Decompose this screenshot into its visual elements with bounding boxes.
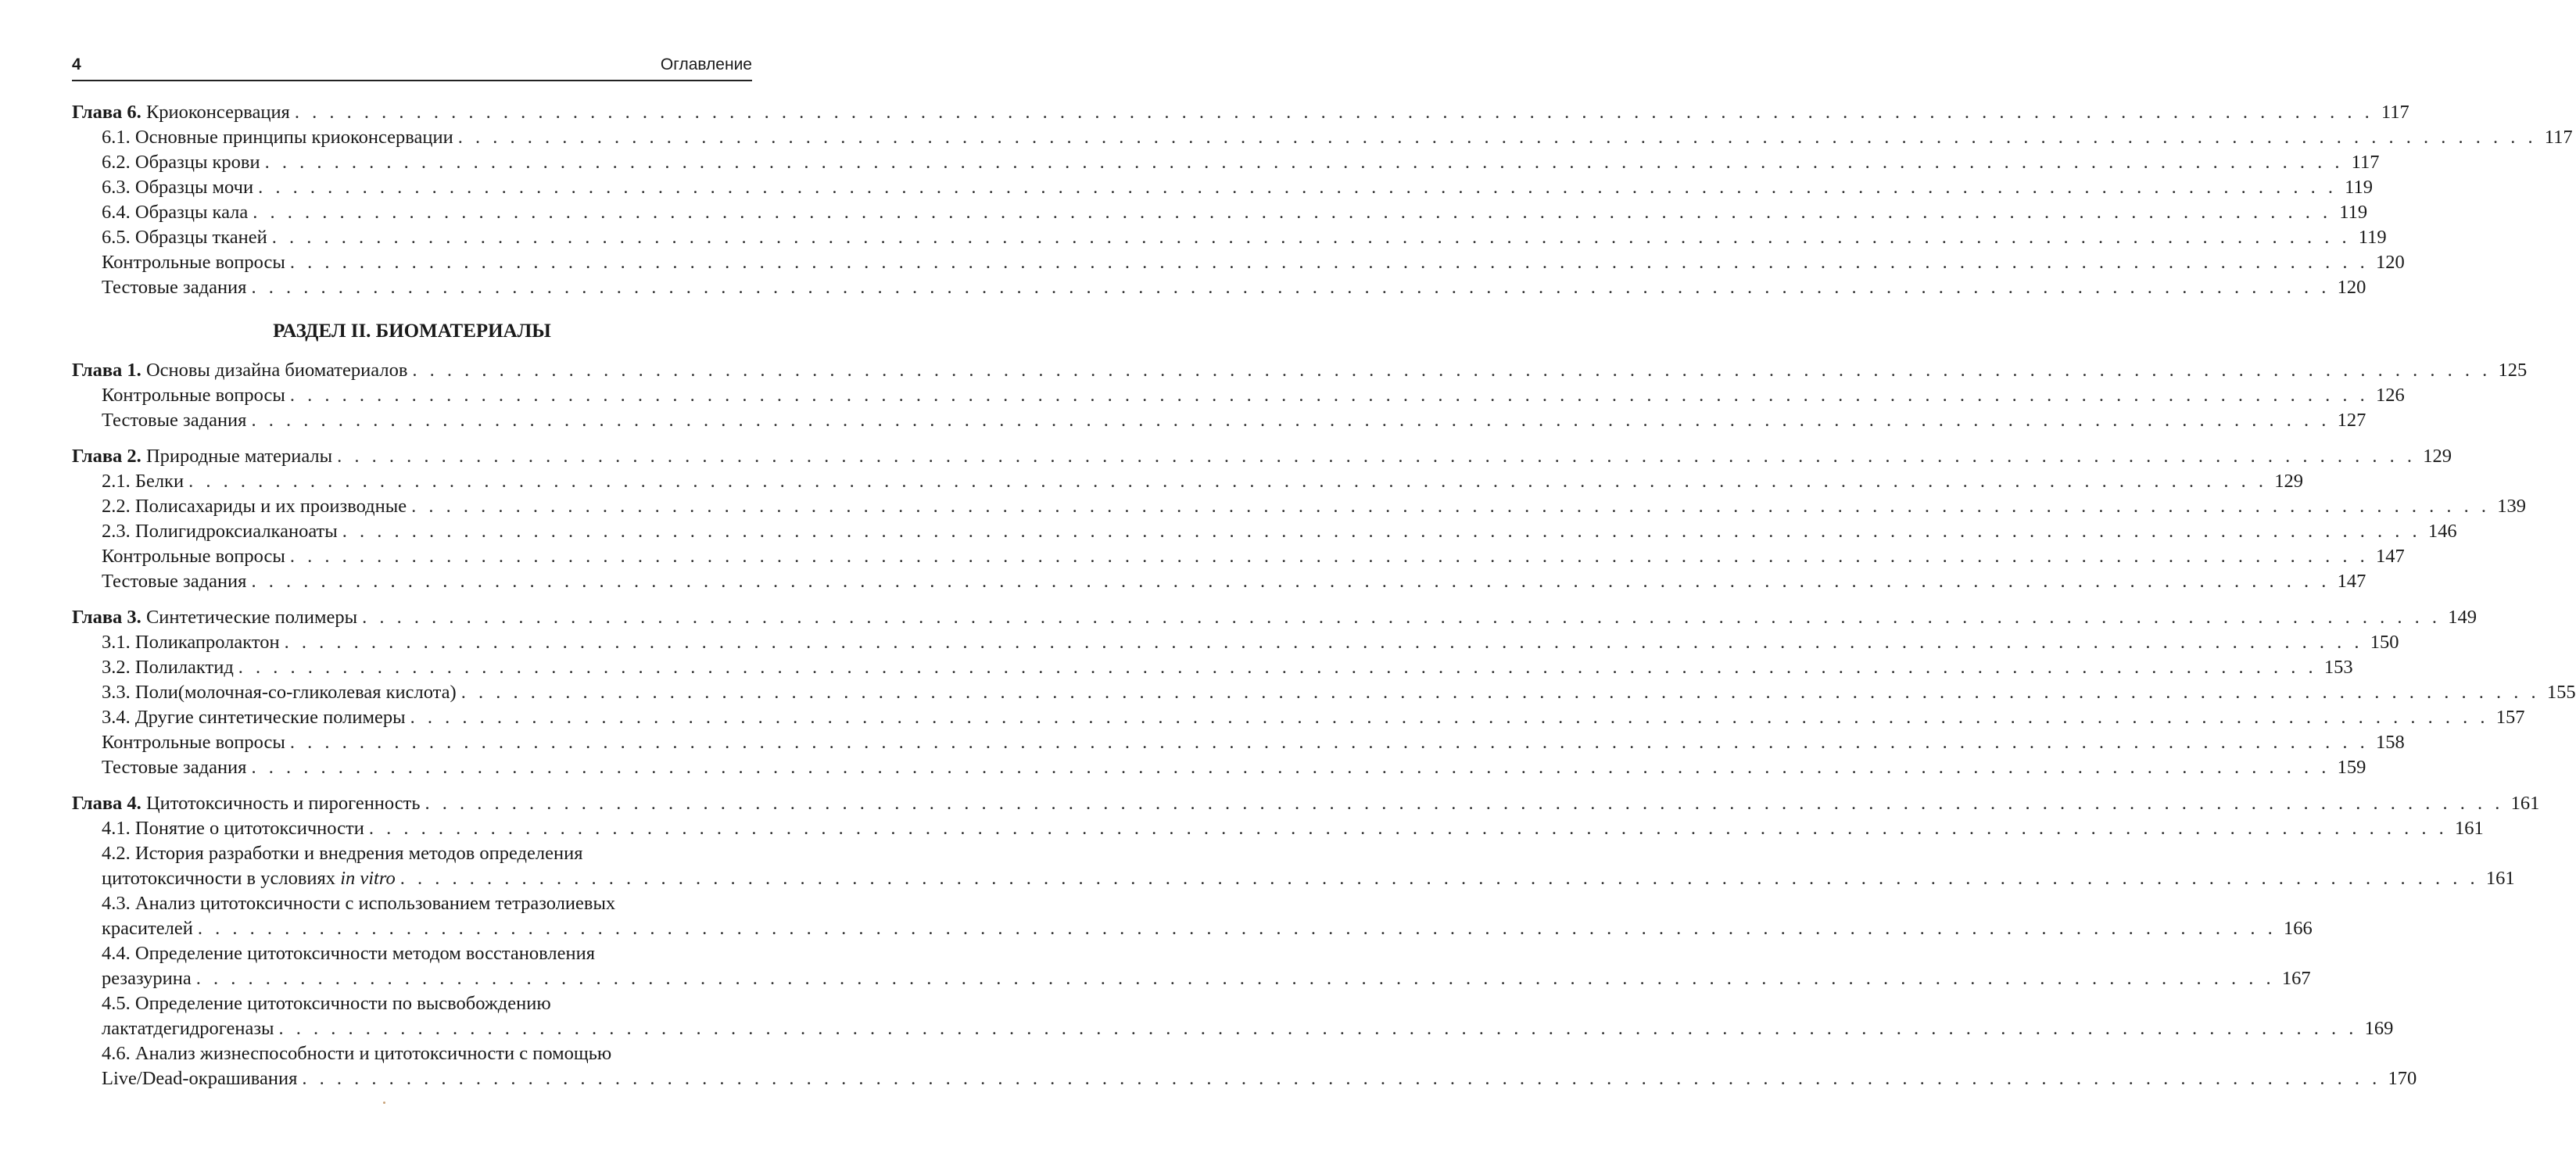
toc-page-number: 119: [2345, 177, 2373, 198]
dot-leader: . . . . . . . . . . . . . . . . . . . . . . . . . . . . . . . . . . . . . . . . . . . . . . . . . . . . . . . . . . . . . . . . . . . . . . . . . . . . . . . . . . . . . . . . . . . . . . . . . . . . . . . . . . . . . . . . . . . . . . . .: [271, 227, 2351, 248]
toc-page-number: 166: [2283, 918, 2313, 939]
toc-page-number: 150: [2370, 632, 2399, 653]
toc-page-number: 158: [2375, 732, 2405, 753]
toc-entry-label: [72, 358, 407, 383]
dot-leader: . . . . . . . . . . . . . . . . . . . . . . . . . . . . . . . . . . . . . . . . . . . . . . . . . . . . . . . . . . . . . . . . . . . . . . . . . . . . . . . . . . . . . . . . . . . . . . . . . . . . . . . . . . . . . . . . . . . . . . . .: [251, 757, 2331, 778]
toc-page-number: 117: [2351, 152, 2380, 173]
italic-term: in vitro: [340, 868, 396, 889]
toc-section-entry: [72, 916, 2313, 941]
toc-page-number: 117: [2544, 127, 2573, 148]
toc-section-entry: [72, 469, 2303, 494]
dot-leader: . . . . . . . . . . . . . . . . . . . . . . . . . . . . . . . . . . . . . . . . . . . . . . . . . . . . . . . . . . . . . . . . . . . . . . . . . . . . . . . . . . . . . . . . . . . . . . . . . . . . . . . . . . . . . . . . . . . . . . . .: [362, 607, 2441, 628]
toc-section-entry: [72, 383, 2405, 408]
toc-chapter-entry: [72, 100, 2409, 125]
toc-page-number: 120: [2337, 277, 2366, 298]
toc-entry-label: 6.4. Образцы кала: [102, 202, 249, 223]
print-speck: [383, 1102, 385, 1104]
dot-leader: . . . . . . . . . . . . . . . . . . . . . . . . . . . . . . . . . . . . . . . . . . . . . . . . . . . . . . . . . . . . . . . . . . . . . . . . . . . . . . . . . . . . . . . . . . . . . . . . . . . . . . . . . . . . . . . . . . . . . . . .: [264, 152, 2344, 173]
toc-section-entry: [72, 150, 2380, 175]
toc-page-number: 153: [2323, 657, 2353, 678]
toc-chapter-entry: [72, 358, 2528, 383]
toc-entry-label: [72, 444, 332, 469]
dot-leader: . . . . . . . . . . . . . . . . . . . . . . . . . . . . . . . . . . . . . . . . . . . . . . . . . . . . . . . . . . . . . . . . . . . . . . . . . . . . . . . . . . . . . . . . . . . . . . . . . . . . . . . . . . . . . . . . . . . . . . . .: [460, 682, 2540, 703]
toc-entry-label: Тестовые задания: [102, 277, 247, 298]
toc-entry-label: 2.3. Полигидроксиалканоаты: [102, 521, 338, 542]
toc-page-number: 161: [2510, 793, 2540, 814]
toc-page-number: 127: [2337, 410, 2366, 431]
toc-section-entry: [72, 125, 2573, 150]
chapter-number: Глава 3.: [72, 607, 142, 628]
toc-page-number: 125: [2498, 360, 2528, 381]
toc-entry-label: [72, 791, 421, 816]
toc-entry-label: Тестовые задания: [102, 757, 247, 778]
toc-page-number: 149: [2448, 607, 2477, 628]
dot-leader: . . . . . . . . . . . . . . . . . . . . . . . . . . . . . . . . . . . . . . . . . . . . . . . . . . . . . . . . . . . . . . . . . . . . . . . . . . . . . . . . . . . . . . . . . . . . . . . . . . . . . . . . . . . . . . . . . . . . . . . .: [258, 177, 2337, 198]
dot-leader: . . . . . . . . . . . . . . . . . . . . . . . . . . . . . . . . . . . . . . . . . . . . . . . . . . . . . . . . . . . . . . . . . . . . . . . . . . . . . . . . . . . . . . . . . . . . . . . . . . . . . . . . . . . . . . . . . . . . . . . .: [368, 818, 2448, 839]
toc-page-number: 119: [2339, 202, 2368, 223]
toc-section-entry: [72, 175, 2373, 200]
toc-page-number: 157: [2495, 707, 2525, 728]
toc-entry-label: 6.3. Образцы мочи: [102, 177, 254, 198]
dot-leader: . . . . . . . . . . . . . . . . . . . . . . . . . . . . . . . . . . . . . . . . . . . . . . . . . . . . . . . . . . . . . . . . . . . . . . . . . . . . . . . . . . . . . . . . . . . . . . . . . . . . . . . . . . . . . . . . . . . . . . . .: [278, 1018, 2358, 1039]
dot-leader: . . . . . . . . . . . . . . . . . . . . . . . . . . . . . . . . . . . . . . . . . . . . . . . . . . . . . . . . . . . . . . . . . . . . . . . . . . . . . . . . . . . . . . . . . . . . . . . . . . . . . . . . . . . . . . . . . . . . . . . .: [238, 657, 2317, 678]
toc-entry-label: 6.5. Образцы тканей: [102, 227, 267, 248]
section-heading: РАЗДЕЛ II. БИОМАТЕРИАЛЫ: [273, 321, 551, 342]
chapter-number: Глава 6.: [72, 102, 142, 123]
toc-page-number: 155: [2546, 682, 2576, 703]
toc-page-number: 120: [2375, 252, 2405, 273]
table-of-contents: [72, 100, 2576, 1091]
chapter-title: Цитотоксичность и пирогенность: [141, 793, 421, 814]
toc-entry-label: [102, 916, 193, 941]
dot-leader: . . . . . . . . . . . . . . . . . . . . . . . . . . . . . . . . . . . . . . . . . . . . . . . . . . . . . . . . . . . . . . . . . . . . . . . . . . . . . . . . . . . . . . . . . . . . . . . . . . . . . . . . . . . . . . . . . . . . . . . .: [294, 102, 2374, 123]
chapter-title: Криоконсервация: [141, 102, 290, 123]
running-title: Оглавление: [660, 56, 752, 73]
dot-leader: . . . . . . . . . . . . . . . . . . . . . . . . . . . . . . . . . . . . . . . . . . . . . . . . . . . . . . . . . . . . . . . . . . . . . . . . . . . . . . . . . . . . . . . . . . . . . . . . . . . . . . . . . . . . . . . . . . . . . . . .: [197, 918, 2277, 939]
toc-entry-label: Контрольные вопросы: [102, 732, 285, 753]
toc-entry-label: Тестовые задания: [102, 571, 247, 592]
dot-leader: . . . . . . . . . . . . . . . . . . . . . . . . . . . . . . . . . . . . . . . . . . . . . . . . . . . . . . . . . . . . . . . . . . . . . . . . . . . . . . . . . . . . . . . . . . . . . . . . . . . . . . . . . . . . . . . . . . . . . . . .: [399, 868, 2479, 889]
toc-page-number: 161: [2454, 818, 2484, 839]
toc-entry-title-line2: лактатдегидрогеназы: [102, 1018, 274, 1039]
toc-entry-title-line1: 4.5. Определение цитотоксичности по высвобождению: [102, 993, 551, 1014]
dot-leader: . . . . . . . . . . . . . . . . . . . . . . . . . . . . . . . . . . . . . . . . . . . . . . . . . . . . . . . . . . . . . . . . . . . . . . . . . . . . . . . . . . . . . . . . . . . . . . . . . . . . . . . . . . . . . . . . . . . . . . . .: [302, 1068, 2381, 1089]
toc-entry-title-line2: Live/Dead-окрашивания: [102, 1068, 298, 1089]
toc-entry-label: [102, 1016, 274, 1041]
toc-section-entry: [72, 816, 2484, 841]
toc-page-number: 129: [2423, 446, 2452, 467]
toc-page-number: 159: [2337, 757, 2366, 778]
dot-leader: . . . . . . . . . . . . . . . . . . . . . . . . . . . . . . . . . . . . . . . . . . . . . . . . . . . . . . . . . . . . . . . . . . . . . . . . . . . . . . . . . . . . . . . . . . . . . . . . . . . . . . . . . . . . . . . . . . . . . . . .: [251, 571, 2331, 592]
toc-entry-label: Контрольные вопросы: [102, 546, 285, 567]
toc-section-entry: [72, 1066, 2417, 1091]
dot-leader: . . . . . . . . . . . . . . . . . . . . . . . . . . . . . . . . . . . . . . . . . . . . . . . . . . . . . . . . . . . . . . . . . . . . . . . . . . . . . . . . . . . . . . . . . . . . . . . . . . . . . . . . . . . . . . . . . . . . . . . .: [410, 707, 2489, 728]
toc-entry-title-line1: 4.4. Определение цитотоксичности методом восстановления: [102, 943, 595, 964]
page-header: [72, 53, 752, 81]
toc-entry-label: 4.1. Понятие о цитотоксичности: [102, 818, 364, 839]
toc-entry-label: [72, 605, 357, 630]
chapter-title: Природные материалы: [141, 446, 333, 467]
dot-leader: . . . . . . . . . . . . . . . . . . . . . . . . . . . . . . . . . . . . . . . . . . . . . . . . . . . . . . . . . . . . . . . . . . . . . . . . . . . . . . . . . . . . . . . . . . . . . . . . . . . . . . . . . . . . . . . . . . . . . . . .: [251, 277, 2331, 298]
toc-section-entry: [72, 630, 2399, 655]
toc-section-entry: [72, 966, 2311, 991]
toc-entry-label: [72, 100, 290, 125]
toc-section-entry: [72, 866, 2515, 891]
toc-entry-label: 2.2. Полисахариды и их производные: [102, 496, 407, 517]
toc-section-entry: [72, 494, 2526, 519]
dot-leader: . . . . . . . . . . . . . . . . . . . . . . . . . . . . . . . . . . . . . . . . . . . . . . . . . . . . . . . . . . . . . . . . . . . . . . . . . . . . . . . . . . . . . . . . . . . . . . . . . . . . . . . . . . . . . . . . . . . . . . . .: [289, 252, 2369, 273]
toc-page-number: 139: [2497, 496, 2526, 517]
toc-section-entry: [72, 655, 2353, 680]
toc-section-entry: [72, 250, 2405, 275]
dot-leader: . . . . . . . . . . . . . . . . . . . . . . . . . . . . . . . . . . . . . . . . . . . . . . . . . . . . . . . . . . . . . . . . . . . . . . . . . . . . . . . . . . . . . . . . . . . . . . . . . . . . . . . . . . . . . . . . . . . . . . . .: [289, 546, 2369, 567]
toc-entry-label: 3.4. Другие синтетические полимеры: [102, 707, 406, 728]
toc-page-number: 126: [2375, 385, 2405, 406]
toc-entry-label: 3.1. Поликапролактон: [102, 632, 280, 653]
dot-leader: . . . . . . . . . . . . . . . . . . . . . . . . . . . . . . . . . . . . . . . . . . . . . . . . . . . . . . . . . . . . . . . . . . . . . . . . . . . . . . . . . . . . . . . . . . . . . . . . . . . . . . . . . . . . . . . . . . . . . . . .: [251, 410, 2331, 431]
dot-leader: . . . . . . . . . . . . . . . . . . . . . . . . . . . . . . . . . . . . . . . . . . . . . . . . . . . . . . . . . . . . . . . . . . . . . . . . . . . . . . . . . . . . . . . . . . . . . . . . . . . . . . . . . . . . . . . . . . . . . . . .: [253, 202, 2332, 223]
dot-leader: . . . . . . . . . . . . . . . . . . . . . . . . . . . . . . . . . . . . . . . . . . . . . . . . . . . . . . . . . . . . . . . . . . . . . . . . . . . . . . . . . . . . . . . . . . . . . . . . . . . . . . . . . . . . . . . . . . . . . . . .: [289, 385, 2369, 406]
chapter-title: Основы дизайна биоматериалов: [141, 360, 408, 381]
chapter-title: Синтетические полимеры: [141, 607, 358, 628]
toc-chapter-entry: [72, 444, 2452, 469]
toc-entry-label: 2.1. Белки: [102, 471, 185, 492]
toc-page-number: 146: [2427, 521, 2457, 542]
toc-section-entry: [72, 519, 2457, 544]
dot-leader: . . . . . . . . . . . . . . . . . . . . . . . . . . . . . . . . . . . . . . . . . . . . . . . . . . . . . . . . . . . . . . . . . . . . . . . . . . . . . . . . . . . . . . . . . . . . . . . . . . . . . . . . . . . . . . . . . . . . . . . .: [411, 496, 2490, 517]
toc-section-entry: [72, 705, 2525, 730]
dot-leader: . . . . . . . . . . . . . . . . . . . . . . . . . . . . . . . . . . . . . . . . . . . . . . . . . . . . . . . . . . . . . . . . . . . . . . . . . . . . . . . . . . . . . . . . . . . . . . . . . . . . . . . . . . . . . . . . . . . . . . . .: [425, 793, 2504, 814]
toc-section-entry: [72, 225, 2387, 250]
toc-section-entry: [72, 680, 2576, 705]
toc-section-entry: [72, 200, 2368, 225]
chapter-number: Глава 1.: [72, 360, 142, 381]
toc-entry-title-line2: красителей: [102, 918, 193, 939]
toc-page-number: 170: [2388, 1068, 2417, 1089]
toc-chapter-entry: [72, 605, 2477, 630]
toc-entry-label: [102, 866, 396, 891]
page-number: 4: [72, 56, 81, 73]
chapter-number: Глава 2.: [72, 446, 142, 467]
toc-section-entry: [72, 1016, 2394, 1041]
toc-section-entry: [72, 544, 2405, 569]
dot-leader: . . . . . . . . . . . . . . . . . . . . . . . . . . . . . . . . . . . . . . . . . . . . . . . . . . . . . . . . . . . . . . . . . . . . . . . . . . . . . . . . . . . . . . . . . . . . . . . . . . . . . . . . . . . . . . . . . . . . . . . .: [188, 471, 2267, 492]
dot-leader: . . . . . . . . . . . . . . . . . . . . . . . . . . . . . . . . . . . . . . . . . . . . . . . . . . . . . . . . . . . . . . . . . . . . . . . . . . . . . . . . . . . . . . . . . . . . . . . . . . . . . . . . . . . . . . . . . . . . . . . .: [412, 360, 2492, 381]
toc-entry-label: [102, 966, 192, 991]
chapter-number: Глава 4.: [72, 793, 142, 814]
toc-entry-label: 6.1. Основные принципы криоконсервации: [102, 127, 453, 148]
dot-leader: . . . . . . . . . . . . . . . . . . . . . . . . . . . . . . . . . . . . . . . . . . . . . . . . . . . . . . . . . . . . . . . . . . . . . . . . . . . . . . . . . . . . . . . . . . . . . . . . . . . . . . . . . . . . . . . . . . . . . . . .: [337, 446, 2416, 467]
toc-entry-title-line2: цитотоксичности в условиях: [102, 868, 341, 889]
dot-leader: . . . . . . . . . . . . . . . . . . . . . . . . . . . . . . . . . . . . . . . . . . . . . . . . . . . . . . . . . . . . . . . . . . . . . . . . . . . . . . . . . . . . . . . . . . . . . . . . . . . . . . . . . . . . . . . . . . . . . . . .: [457, 127, 2537, 148]
toc-entry-title-line1: 4.6. Анализ жизнеспособности и цитотоксичности с помощью: [102, 1043, 612, 1064]
toc-section-entry: [72, 755, 2366, 780]
toc-section-entry: [72, 569, 2366, 594]
toc-chapter-entry: [72, 791, 2540, 816]
toc-entry-title-line2: резазурина: [102, 968, 192, 989]
toc-page-number: 167: [2281, 968, 2311, 989]
toc-section-entry: [72, 275, 2366, 300]
dot-leader: . . . . . . . . . . . . . . . . . . . . . . . . . . . . . . . . . . . . . . . . . . . . . . . . . . . . . . . . . . . . . . . . . . . . . . . . . . . . . . . . . . . . . . . . . . . . . . . . . . . . . . . . . . . . . . . . . . . . . . . .: [284, 632, 2363, 653]
toc-entry-label: 6.2. Образцы крови: [102, 152, 260, 173]
toc-page-number: 129: [2274, 471, 2303, 492]
dot-leader: . . . . . . . . . . . . . . . . . . . . . . . . . . . . . . . . . . . . . . . . . . . . . . . . . . . . . . . . . . . . . . . . . . . . . . . . . . . . . . . . . . . . . . . . . . . . . . . . . . . . . . . . . . . . . . . . . . . . . . . .: [195, 968, 2275, 989]
toc-entry-label: Контрольные вопросы: [102, 385, 285, 406]
toc-page-number: 147: [2375, 546, 2405, 567]
toc-entry-title-line1: 4.2. История разработки и внедрения методов определения: [102, 843, 583, 864]
toc-entry-label: 3.3. Поли(молочная-со-гликолевая кислота): [102, 682, 457, 703]
toc-page-number: 117: [2381, 102, 2409, 123]
toc-entry-label: 3.2. Полилактид: [102, 657, 234, 678]
toc-page-number: 119: [2358, 227, 2387, 248]
toc-entry-label: [102, 1066, 297, 1091]
toc-section-entry: [72, 408, 2366, 433]
toc-page-number: 169: [2364, 1018, 2394, 1039]
dot-leader: . . . . . . . . . . . . . . . . . . . . . . . . . . . . . . . . . . . . . . . . . . . . . . . . . . . . . . . . . . . . . . . . . . . . . . . . . . . . . . . . . . . . . . . . . . . . . . . . . . . . . . . . . . . . . . . . . . . . . . . .: [342, 521, 2421, 542]
dot-leader: . . . . . . . . . . . . . . . . . . . . . . . . . . . . . . . . . . . . . . . . . . . . . . . . . . . . . . . . . . . . . . . . . . . . . . . . . . . . . . . . . . . . . . . . . . . . . . . . . . . . . . . . . . . . . . . . . . . . . . . .: [289, 732, 2369, 753]
toc-entry-title-line1: 4.3. Анализ цитотоксичности с использованием тетразолиевых: [102, 893, 616, 914]
toc-entry-label: Тестовые задания: [102, 410, 247, 431]
toc-entry-label: Контрольные вопросы: [102, 252, 285, 273]
toc-section-entry: [72, 730, 2405, 755]
toc-page-number: 161: [2485, 868, 2515, 889]
toc-page-number: 147: [2337, 571, 2366, 592]
